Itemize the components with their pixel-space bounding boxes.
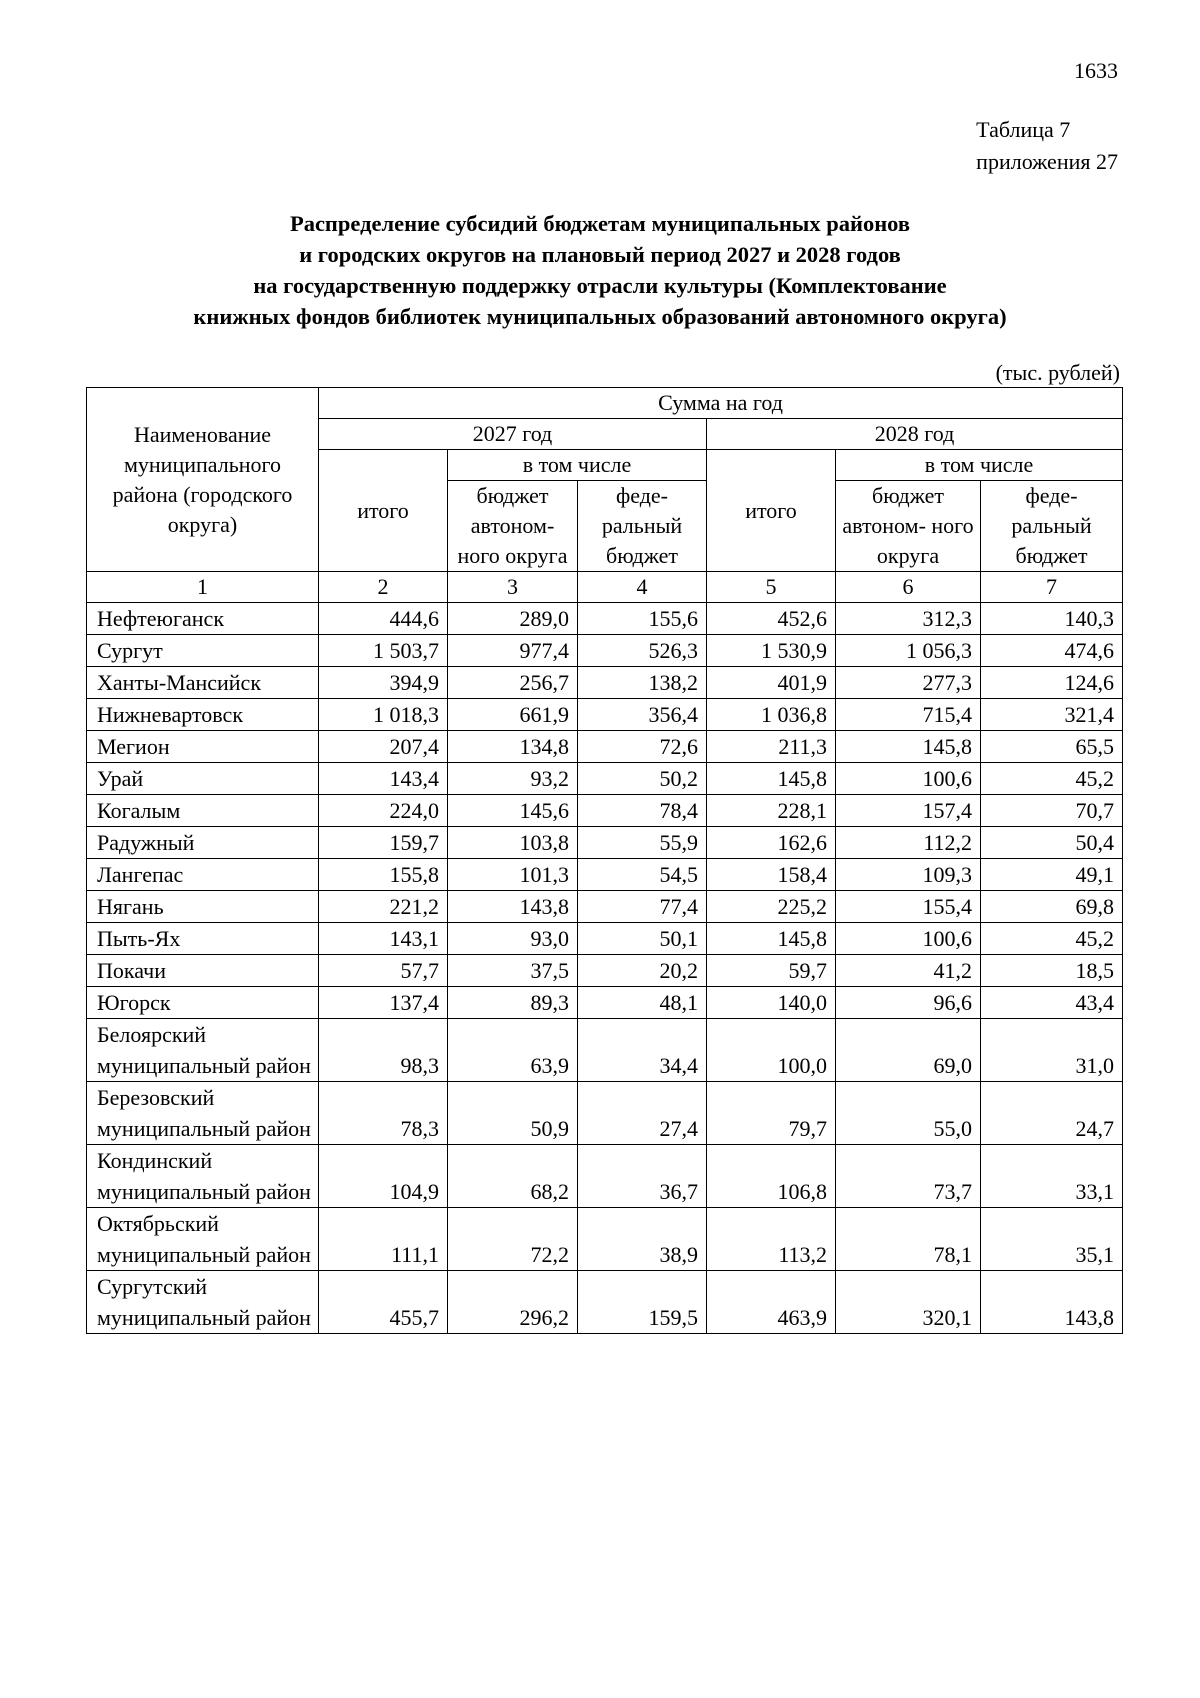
- cell-fed-budget-2027: 36,7: [578, 1145, 707, 1208]
- cell-ao-budget-2027: 68,2: [448, 1145, 578, 1208]
- header-including-2027: в том числе: [448, 450, 707, 481]
- cell-fed-budget-2027: 38,9: [578, 1208, 707, 1271]
- table-row: [87, 955, 1123, 987]
- cell-fed-budget-2028: 65,5: [981, 731, 1123, 763]
- cell-fed-budget-2028: 35,1: [981, 1208, 1123, 1271]
- cell-fed-budget-2028: 24,7: [981, 1082, 1123, 1145]
- cell-ao-budget-2028: 320,1: [836, 1271, 981, 1334]
- title-line: Распределение субсидий бюджетам муниципальных районов: [289, 211, 911, 236]
- cell-fed-budget-2027: 20,2: [578, 955, 707, 987]
- cell-ao-budget-2027: 256,7: [448, 667, 578, 699]
- cell-total-2028: 140,0: [707, 987, 836, 1019]
- cell-total-2028: 145,8: [707, 923, 836, 955]
- cell-total-2027: 207,4: [319, 731, 448, 763]
- municipality-name: Октябрьский муниципальный район: [87, 1208, 319, 1271]
- cell-ao-budget-2028: 55,0: [836, 1082, 981, 1145]
- cell-fed-budget-2028: 474,6: [981, 635, 1123, 667]
- municipality-name: Мегион: [87, 731, 319, 763]
- header-ao-budget-2028: бюджет автоном- ного округа: [836, 481, 981, 572]
- cell-total-2027: 78,3: [319, 1082, 448, 1145]
- cell-total-2027: 159,7: [319, 827, 448, 859]
- cell-ao-budget-2027: 72,2: [448, 1208, 578, 1271]
- cell-ao-budget-2027: 50,9: [448, 1082, 578, 1145]
- municipality-name: Нягань: [87, 891, 319, 923]
- cell-fed-budget-2027: 54,5: [578, 859, 707, 891]
- municipality-name: Кондинский муниципальный район: [87, 1145, 319, 1208]
- cell-fed-budget-2027: 72,6: [578, 731, 707, 763]
- column-number-row: [87, 572, 1123, 603]
- municipality-name: Нижневартовск: [87, 699, 319, 731]
- cell-fed-budget-2028: 321,4: [981, 699, 1123, 731]
- cell-fed-budget-2028: 124,6: [981, 667, 1123, 699]
- header-total-2027: итого: [319, 450, 448, 572]
- cell-fed-budget-2028: 33,1: [981, 1145, 1123, 1208]
- table-row: [87, 699, 1123, 731]
- column-number: 4: [578, 572, 707, 603]
- table-header: [87, 388, 1123, 603]
- cell-fed-budget-2027: 526,3: [578, 635, 707, 667]
- cell-total-2027: 104,9: [319, 1145, 448, 1208]
- cell-total-2028: 1 530,9: [707, 635, 836, 667]
- cell-fed-budget-2027: 356,4: [578, 699, 707, 731]
- cell-ao-budget-2027: 89,3: [448, 987, 578, 1019]
- title-line: и городских округов на плановый период 2027 и 2028 годов: [299, 242, 901, 267]
- cell-total-2027: 155,8: [319, 859, 448, 891]
- municipality-name: Белоярский муниципальный район: [87, 1019, 319, 1082]
- units-label: (тыс. рублей): [995, 360, 1120, 385]
- cell-ao-budget-2028: 69,0: [836, 1019, 981, 1082]
- page-number: 1633: [1074, 58, 1118, 83]
- table-body: [87, 603, 1123, 1334]
- municipality-name: Покачи: [87, 955, 319, 987]
- cell-ao-budget-2027: 101,3: [448, 859, 578, 891]
- cell-total-2028: 401,9: [707, 667, 836, 699]
- cell-ao-budget-2027: 977,4: [448, 635, 578, 667]
- header-year-2027: 2027 год: [319, 419, 707, 450]
- cell-ao-budget-2028: 145,8: [836, 731, 981, 763]
- cell-ao-budget-2027: 37,5: [448, 955, 578, 987]
- cell-fed-budget-2028: 49,1: [981, 859, 1123, 891]
- column-number: 1: [87, 572, 319, 603]
- cell-total-2027: 111,1: [319, 1208, 448, 1271]
- table-row: [87, 635, 1123, 667]
- title-line: на государственную поддержку отрасли культуры (Комплектование: [253, 273, 947, 298]
- cell-total-2028: 79,7: [707, 1082, 836, 1145]
- header-ao-budget-2027: бюджет автоном- ного округа: [448, 481, 578, 572]
- table-row: [87, 923, 1123, 955]
- municipality-name: Лангепас: [87, 859, 319, 891]
- header-year-2028: 2028 год: [707, 419, 1123, 450]
- cell-fed-budget-2028: 18,5: [981, 955, 1123, 987]
- title-line: книжных фондов библиотек муниципальных образований автономного округа): [193, 304, 1007, 329]
- cell-ao-budget-2028: 157,4: [836, 795, 981, 827]
- cell-fed-budget-2028: 143,8: [981, 1271, 1123, 1334]
- cell-total-2028: 158,4: [707, 859, 836, 891]
- cell-fed-budget-2027: 77,4: [578, 891, 707, 923]
- table-caption: [976, 114, 1118, 178]
- municipality-name: Сургут: [87, 635, 319, 667]
- cell-fed-budget-2028: 70,7: [981, 795, 1123, 827]
- cell-ao-budget-2027: 93,2: [448, 763, 578, 795]
- caption-table-number: Таблица 7: [976, 117, 1071, 142]
- cell-fed-budget-2027: 78,4: [578, 795, 707, 827]
- cell-ao-budget-2028: 109,3: [836, 859, 981, 891]
- cell-fed-budget-2028: 45,2: [981, 923, 1123, 955]
- municipality-name: Урай: [87, 763, 319, 795]
- cell-ao-budget-2027: 93,0: [448, 923, 578, 955]
- column-number: 2: [319, 572, 448, 603]
- cell-fed-budget-2028: 140,3: [981, 603, 1123, 635]
- cell-ao-budget-2027: 296,2: [448, 1271, 578, 1334]
- cell-total-2027: 57,7: [319, 955, 448, 987]
- cell-ao-budget-2028: 715,4: [836, 699, 981, 731]
- municipality-name: Нефтеюганск: [87, 603, 319, 635]
- cell-total-2028: 145,8: [707, 763, 836, 795]
- cell-total-2028: 162,6: [707, 827, 836, 859]
- cell-ao-budget-2028: 100,6: [836, 923, 981, 955]
- cell-ao-budget-2027: 661,9: [448, 699, 578, 731]
- table-row: [87, 891, 1123, 923]
- subsidy-table: [86, 387, 1123, 1334]
- table-row: [87, 667, 1123, 699]
- cell-total-2027: 221,2: [319, 891, 448, 923]
- table-row: [87, 1145, 1123, 1208]
- municipality-name: Пыть-Ях: [87, 923, 319, 955]
- header-fed-budget-2028: феде- ральный бюджет: [981, 481, 1123, 572]
- municipality-name: Березовский муниципальный район: [87, 1082, 319, 1145]
- cell-total-2028: 228,1: [707, 795, 836, 827]
- cell-total-2027: 455,7: [319, 1271, 448, 1334]
- column-number: 6: [836, 572, 981, 603]
- header-fed-budget-2027: феде- ральный бюджет: [578, 481, 707, 572]
- table-row: [87, 1271, 1123, 1334]
- cell-ao-budget-2028: 73,7: [836, 1145, 981, 1208]
- column-number: 7: [981, 572, 1123, 603]
- cell-total-2027: 394,9: [319, 667, 448, 699]
- cell-ao-budget-2028: 312,3: [836, 603, 981, 635]
- column-number: 3: [448, 572, 578, 603]
- cell-total-2027: 143,4: [319, 763, 448, 795]
- cell-total-2028: 225,2: [707, 891, 836, 923]
- cell-total-2028: 1 036,8: [707, 699, 836, 731]
- cell-fed-budget-2027: 27,4: [578, 1082, 707, 1145]
- cell-ao-budget-2027: 134,8: [448, 731, 578, 763]
- table-row: [87, 1019, 1123, 1082]
- cell-total-2027: 224,0: [319, 795, 448, 827]
- document-title: [80, 208, 1120, 332]
- cell-total-2028: 452,6: [707, 603, 836, 635]
- cell-total-2028: 211,3: [707, 731, 836, 763]
- cell-fed-budget-2027: 50,2: [578, 763, 707, 795]
- cell-fed-budget-2028: 69,8: [981, 891, 1123, 923]
- cell-fed-budget-2028: 31,0: [981, 1019, 1123, 1082]
- municipality-name: Югорск: [87, 987, 319, 1019]
- header-total-2028: итого: [707, 450, 836, 572]
- table-row: [87, 1082, 1123, 1145]
- cell-fed-budget-2028: 45,2: [981, 763, 1123, 795]
- municipality-name: Когалым: [87, 795, 319, 827]
- cell-ao-budget-2028: 155,4: [836, 891, 981, 923]
- cell-fed-budget-2027: 159,5: [578, 1271, 707, 1334]
- cell-total-2027: 444,6: [319, 603, 448, 635]
- cell-ao-budget-2028: 277,3: [836, 667, 981, 699]
- cell-total-2028: 113,2: [707, 1208, 836, 1271]
- table-row: [87, 859, 1123, 891]
- cell-total-2028: 59,7: [707, 955, 836, 987]
- header-including-2028: в том числе: [836, 450, 1123, 481]
- cell-total-2027: 137,4: [319, 987, 448, 1019]
- header-name-column: Наименование муниципального района (городского округа): [87, 388, 319, 572]
- cell-fed-budget-2027: 50,1: [578, 923, 707, 955]
- table-row: [87, 731, 1123, 763]
- cell-ao-budget-2027: 145,6: [448, 795, 578, 827]
- cell-ao-budget-2028: 78,1: [836, 1208, 981, 1271]
- cell-ao-budget-2028: 41,2: [836, 955, 981, 987]
- table-row: [87, 987, 1123, 1019]
- cell-fed-budget-2027: 48,1: [578, 987, 707, 1019]
- cell-total-2027: 98,3: [319, 1019, 448, 1082]
- cell-ao-budget-2027: 63,9: [448, 1019, 578, 1082]
- cell-fed-budget-2027: 34,4: [578, 1019, 707, 1082]
- cell-fed-budget-2028: 50,4: [981, 827, 1123, 859]
- municipality-name: Радужный: [87, 827, 319, 859]
- cell-total-2028: 106,8: [707, 1145, 836, 1208]
- cell-ao-budget-2028: 100,6: [836, 763, 981, 795]
- cell-fed-budget-2028: 43,4: [981, 987, 1123, 1019]
- table-row: [87, 1208, 1123, 1271]
- cell-total-2028: 463,9: [707, 1271, 836, 1334]
- cell-ao-budget-2028: 96,6: [836, 987, 981, 1019]
- cell-ao-budget-2027: 143,8: [448, 891, 578, 923]
- municipality-name: Ханты-Мансийск: [87, 667, 319, 699]
- table-row: [87, 795, 1123, 827]
- cell-total-2027: 1 503,7: [319, 635, 448, 667]
- cell-total-2027: 1 018,3: [319, 699, 448, 731]
- cell-ao-budget-2028: 112,2: [836, 827, 981, 859]
- cell-total-2028: 100,0: [707, 1019, 836, 1082]
- header-sum-per-year: Сумма на год: [319, 388, 1123, 419]
- municipality-name: Сургутский муниципальный район: [87, 1271, 319, 1334]
- column-number: 5: [707, 572, 836, 603]
- cell-ao-budget-2027: 289,0: [448, 603, 578, 635]
- cell-total-2027: 143,1: [319, 923, 448, 955]
- cell-fed-budget-2027: 155,6: [578, 603, 707, 635]
- cell-fed-budget-2027: 138,2: [578, 667, 707, 699]
- table-row: [87, 763, 1123, 795]
- cell-ao-budget-2028: 1 056,3: [836, 635, 981, 667]
- caption-appendix: приложения 27: [976, 149, 1118, 174]
- table-row: [87, 603, 1123, 635]
- cell-fed-budget-2027: 55,9: [578, 827, 707, 859]
- table-row: [87, 827, 1123, 859]
- cell-ao-budget-2027: 103,8: [448, 827, 578, 859]
